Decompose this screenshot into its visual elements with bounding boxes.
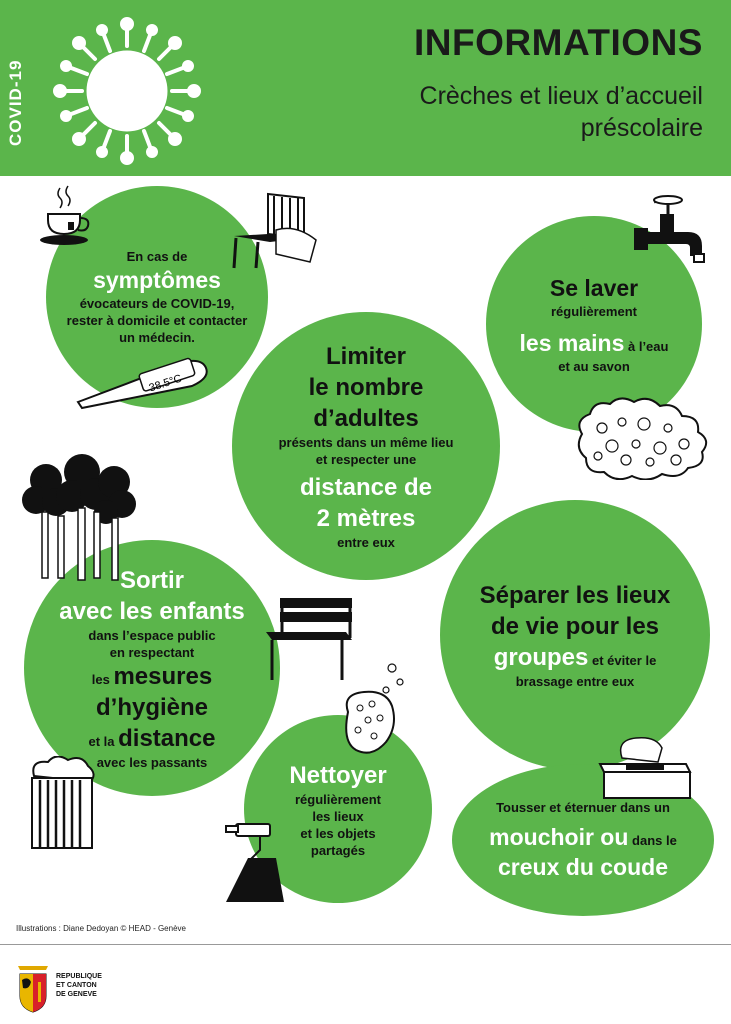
footer-divider — [0, 944, 731, 945]
soap-foam-icon — [572, 394, 716, 480]
covid-side-label: COVID-19 — [6, 59, 25, 146]
header-banner — [0, 0, 731, 176]
thermometer-icon — [74, 352, 224, 410]
svg-text:38.5°C: 38.5°C — [147, 372, 184, 395]
trash-bin-icon — [28, 756, 98, 852]
faucet-icon — [632, 192, 712, 268]
page-subtitle: Crèches et lieux d’accueil préscolaire — [419, 82, 703, 142]
trees-icon — [22, 452, 138, 584]
bubble-limit-adults: Limiter le nombre d’adultes présents dans un même lieu et respecter une distance de 2 mètres entre eux — [232, 312, 500, 580]
illustration-credit: Illustrations : Diane Dedoyan © HEAD - Genève — [16, 924, 186, 933]
chair-icon — [228, 190, 320, 270]
bubble-wash-hands: Se laver régulièrement les mains à l’eau et au savon — [486, 216, 702, 432]
sponge-icon — [334, 660, 414, 760]
republic-label: REPUBLIQUE ET CANTON DE GENEVE — [56, 973, 102, 998]
bubble-outside: Sortir avec les enfants dans l’espace public en respectant les mesures d’hygiène et la distance avec les passants — [24, 540, 280, 796]
tissue-box-icon — [596, 736, 692, 802]
page-title: INFORMATIONS — [414, 22, 703, 63]
bubble-cough: Tousser et éternuer dans un mouchoir ou dans le creux du coude — [452, 764, 714, 916]
teacup-icon — [38, 184, 94, 250]
bubble-symptoms: En cas de symptômes évocateurs de COVID-19, rester à domicile et contacter un médecin. — [46, 186, 268, 408]
bubble-clean: Nettoyer régulièrement les lieux et les objets partagés — [244, 715, 432, 903]
geneva-crest-icon — [16, 964, 50, 1014]
spray-bottle-icon — [222, 818, 298, 908]
bubble-separate-groups: Séparer les lieux de vie pour les groupes et éviter le brassage entre eux — [440, 500, 710, 770]
virus-icon — [52, 16, 202, 166]
